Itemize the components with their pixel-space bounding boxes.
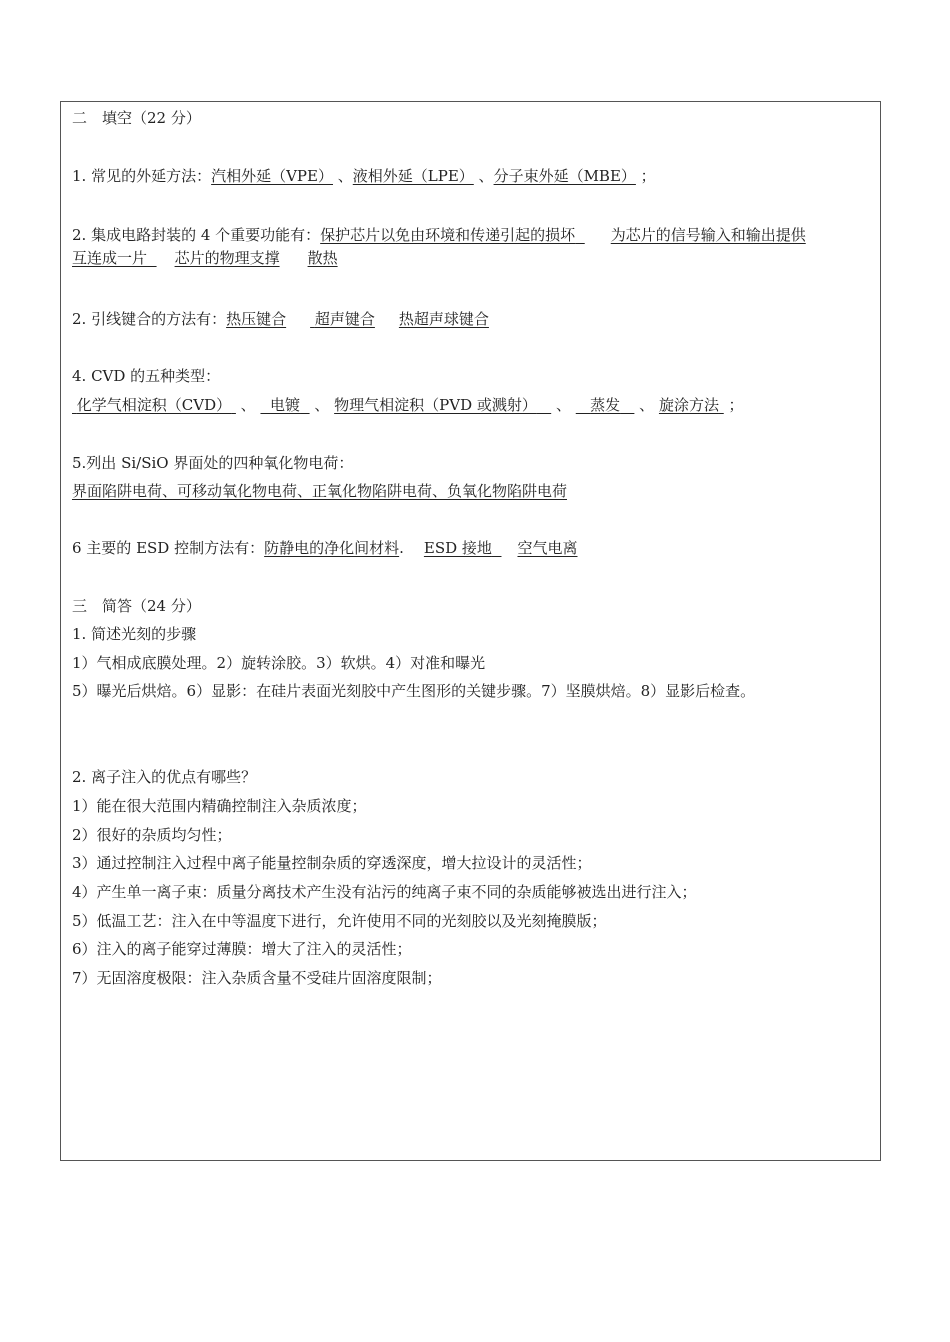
answer-line: 7）无固溶度极限：注入杂质含量不受硅片固溶度限制； [72, 969, 442, 987]
answer-blank: 化学气相淀积（CVD） [76, 396, 232, 414]
answer-line: 4）产生单一离子束：质量分离技术产生没有沾污的纯离子束不同的杂质能够被选出进行注入； [72, 883, 697, 901]
answer-blank: 分子束外延（MBE） [493, 167, 636, 185]
answer-blank: 热超声球键合 [398, 310, 489, 328]
answer-blank: 为芯片的信号输入和输出提供 [610, 226, 806, 244]
question-prompt: 2. 集成电路封装的 4 个重要功能有： [72, 226, 321, 244]
answer-line: 1）气相成底膜处理。2）旋转涂胶。3）软烘。4）对准和曝光 [72, 654, 486, 672]
answer-blank: 超声键合 [314, 310, 375, 328]
question-lithography: 1. 简述光刻的步骤 [72, 625, 197, 643]
answer-line: 2）很好的杂质均匀性； [72, 826, 232, 844]
answer-blank: 界面陷阱电荷、可移动氧化物电荷、正氧化物陷阱电荷、负氧化物陷阱电荷 [72, 482, 568, 500]
answer-blank: 液相外延（LPE） [352, 167, 474, 185]
answer-line: 3）通过控制注入过程中离子能量控制杂质的穿透深度，增大拉设计的灵活性； [72, 854, 592, 872]
answer-blank: 防静电的净化间材料 [264, 539, 400, 557]
question-1: 1. 常见的外延方法：汽相外延（VPE） 、液相外延（LPE） 、分子束外延（MBE） ； [72, 167, 656, 185]
question-3 [72, 309, 489, 329]
question-prompt: 6 主要的 ESD 控制方法有： [72, 539, 265, 557]
answer-blank: 芯片的物理支撑 [174, 249, 280, 267]
answer-line: 5）曝光后烘焙。6）显影：在硅片表面光刻胶中产生图形的关键步骤。7）坚膜烘焙。8）显影后检查。 [72, 682, 756, 700]
answer-blank: 物理气相淀积（PVD 或溅射） [334, 396, 537, 414]
question-6: 6 主要的 ESD 控制方法有：防静电的净化间材料. ESD 接地 空气电离 [72, 539, 578, 557]
answer-blank: ESD 接地 [423, 539, 492, 557]
answer-line: 1）能在很大范围内精确控制注入杂质浓度； [72, 797, 367, 815]
question-2-line-1 [72, 225, 806, 245]
question-2-line-2 [72, 248, 338, 268]
question-5-answer [72, 481, 567, 501]
answer-blank: 电镀 [270, 396, 301, 414]
answer-blank: 蒸发 [590, 396, 621, 414]
question-ion-implant: 2. 离子注入的优点有哪些？ [72, 768, 257, 786]
answer-blank: 空气电离 [517, 539, 578, 557]
answer-line: 5）低温工艺：注入在中等温度下进行，允许使用不同的光刻胶以及光刻掩膜版； [72, 912, 607, 930]
answer-blank: 散热 [307, 249, 338, 267]
answer-blank: 热压键合 [226, 310, 287, 328]
question-4-prompt: 4. CVD 的五种类型： [72, 367, 221, 385]
question-4-answers: 化学气相淀积（CVD） 、 电镀 、 物理气相淀积（PVD 或溅射） 、 蒸发 、 旋涂方法 ； [72, 395, 744, 415]
section-title-short-answer: 三 简答（24 分） [72, 597, 201, 615]
answer-blank: 旋涂方法 [658, 396, 719, 414]
answer-line: 6）注入的离子能穿过薄膜：增大了注入的灵活性； [72, 940, 412, 958]
answer-blank: 互连成一片 [72, 249, 148, 267]
answer-blank: 保护芯片以免由环境和传递引起的损坏 [320, 226, 576, 244]
answer-blank: 汽相外延（VPE） [211, 167, 333, 185]
question-5-prompt: 5.列出 Si/SiO 界面处的四种氧化物电荷： [72, 454, 354, 472]
question-prompt: 1. 常见的外延方法： [72, 167, 212, 185]
question-prompt: 2. 引线键合的方法有： [72, 310, 227, 328]
section-title-fill-in: 二 填空（22 分） [72, 109, 201, 127]
